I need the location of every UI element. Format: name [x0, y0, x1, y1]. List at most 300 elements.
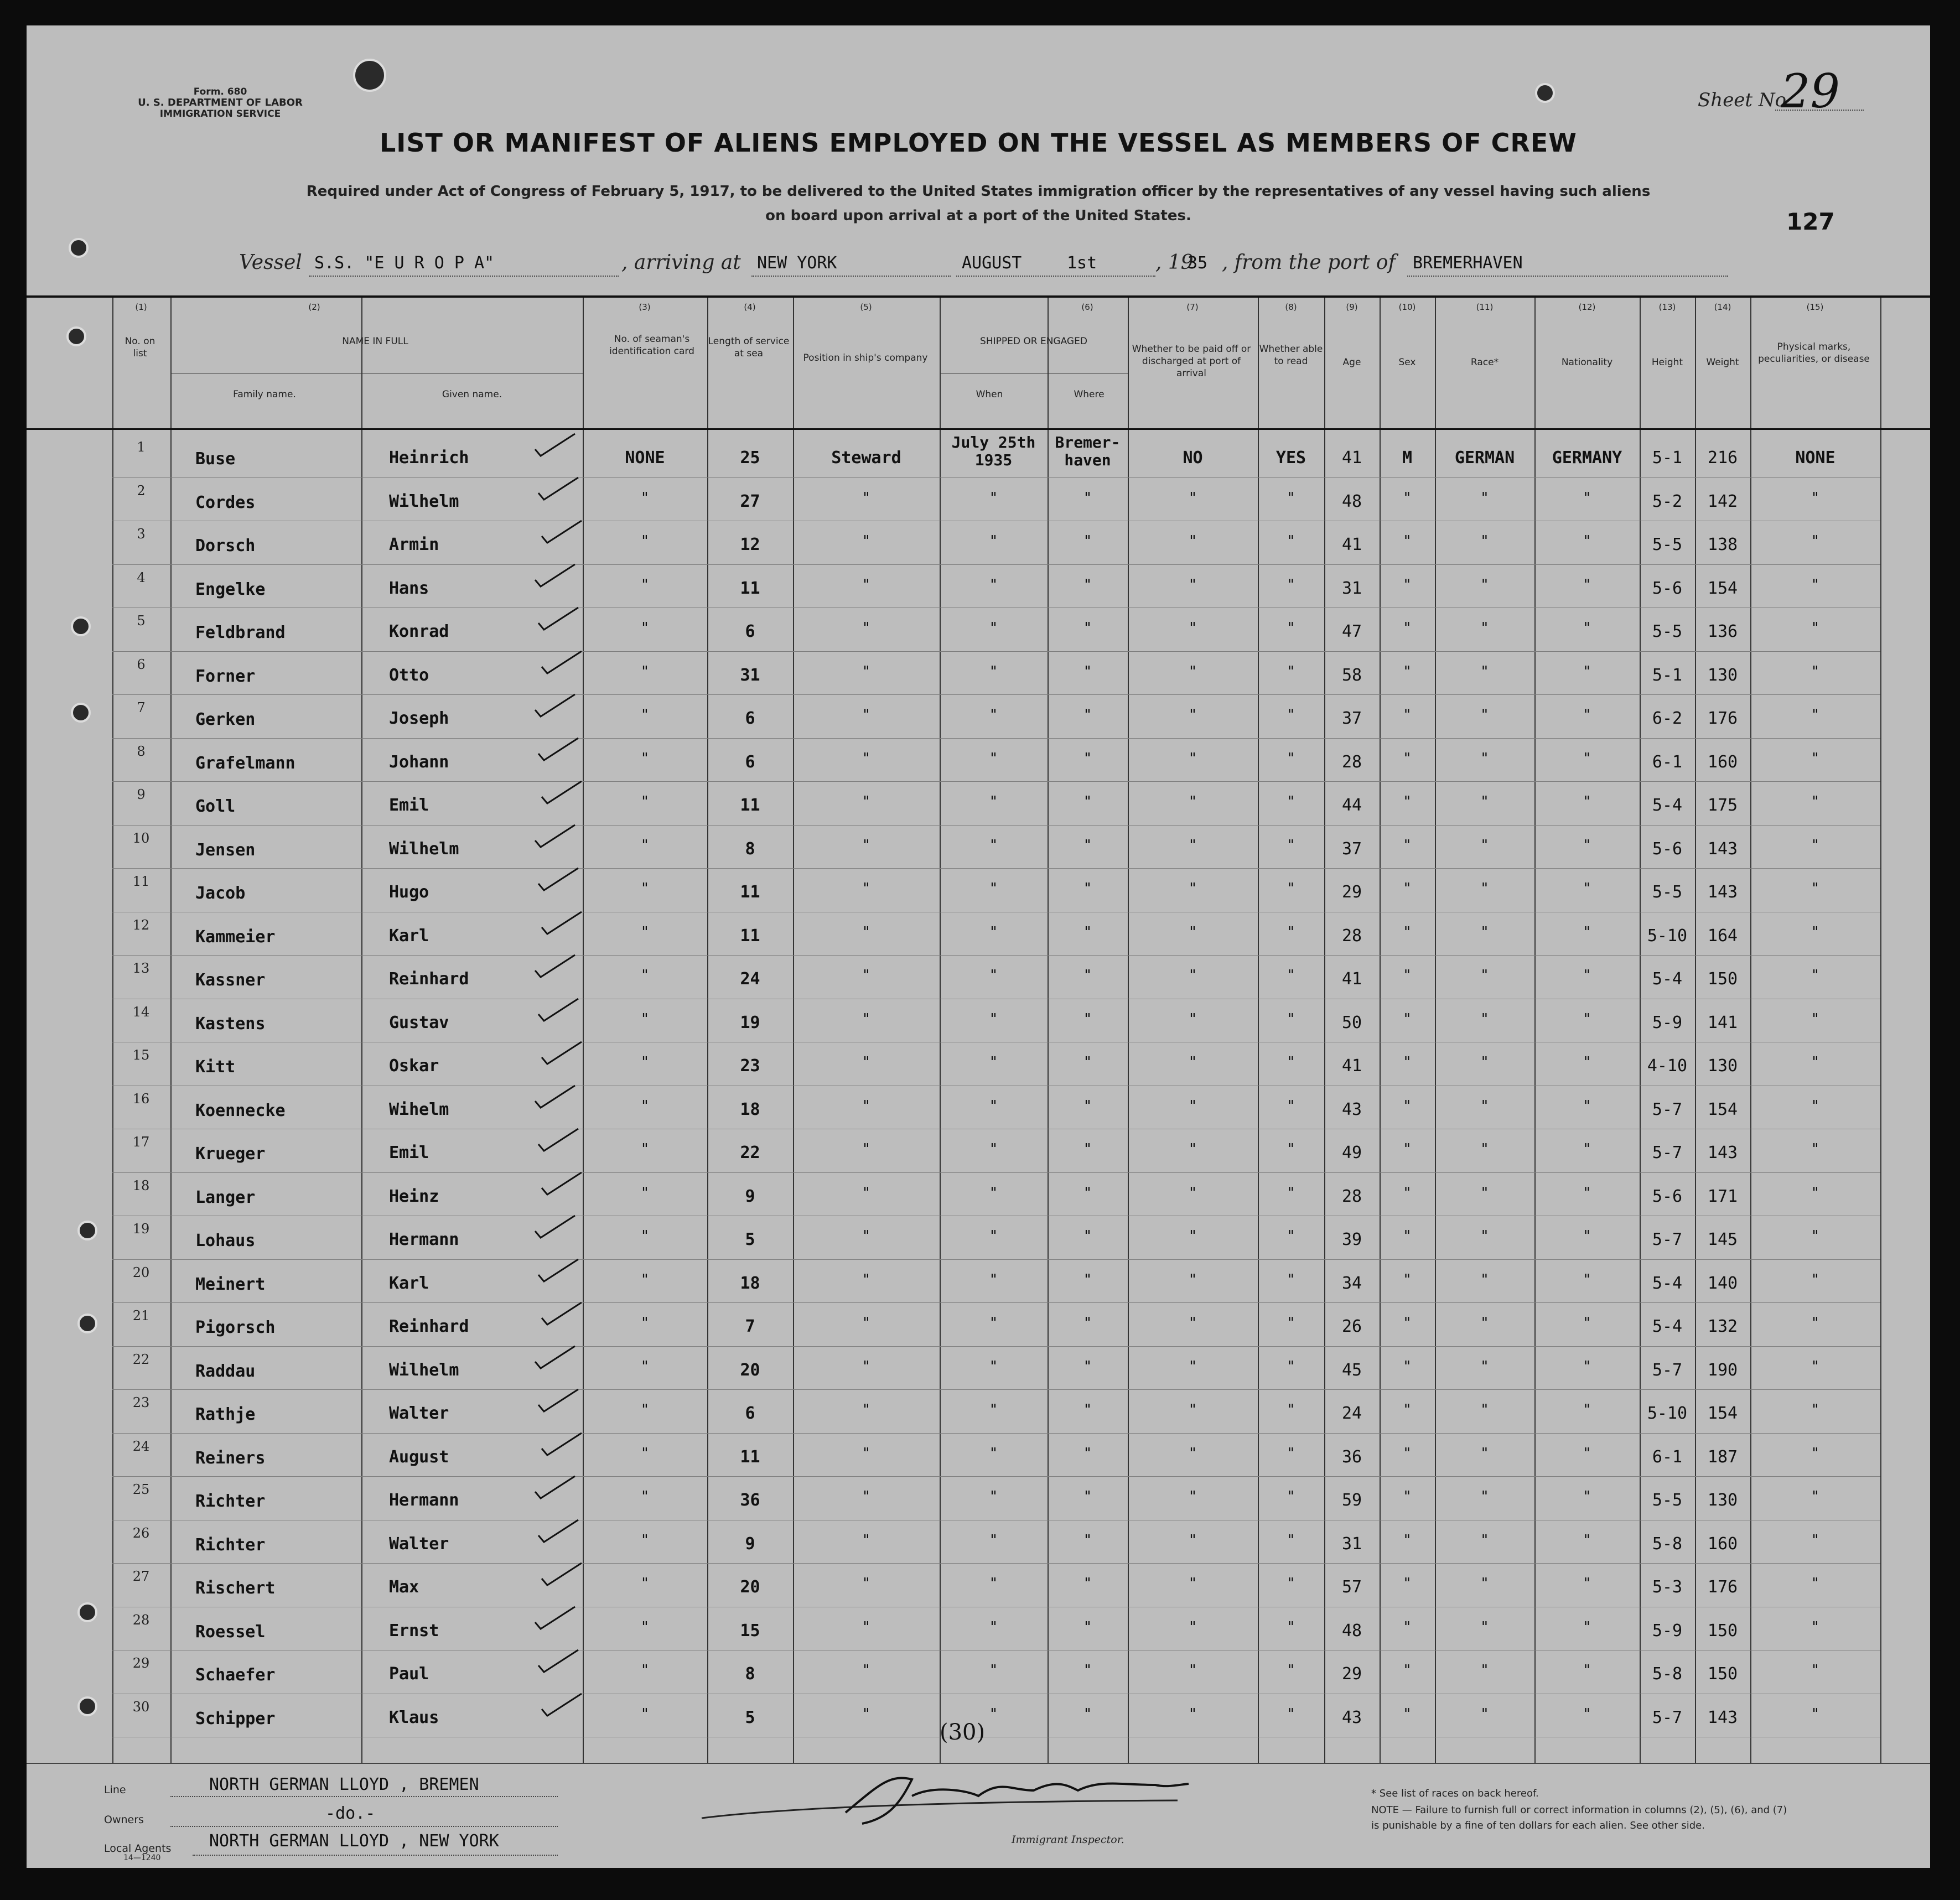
arrival-day: 1st	[1067, 253, 1097, 273]
given-name-cell: Wilhelm	[389, 491, 459, 511]
able-read-ditto-cell: "	[1287, 1358, 1295, 1375]
height-cell: 5-7	[1652, 1143, 1683, 1162]
paid-off-ditto-cell: "	[1188, 1532, 1197, 1549]
column-number: (4)	[744, 302, 756, 312]
id-card-ditto-cell: "	[640, 1575, 650, 1592]
nationality-ditto-cell: "	[1583, 707, 1591, 723]
physical-ditto-cell: "	[1811, 576, 1820, 593]
family-name-cell: Richter	[195, 1535, 266, 1555]
row-rule	[112, 477, 1880, 478]
row-rule	[112, 1563, 1880, 1564]
height-cell: 5-4	[1652, 969, 1683, 989]
paid-off-ditto-cell: "	[1188, 533, 1197, 549]
weight-cell: 150	[1707, 969, 1738, 989]
when-ditto-cell: "	[989, 880, 998, 897]
nationality-ditto-cell: "	[1583, 1705, 1591, 1722]
where-ditto-cell: "	[1083, 533, 1092, 549]
service-length-cell: 25	[740, 448, 760, 468]
family-name-cell: Grafelmann	[195, 753, 295, 773]
where-ditto-cell: "	[1083, 750, 1092, 767]
column-number: (14)	[1714, 302, 1731, 312]
header-age: Age	[1342, 357, 1361, 368]
service-length-cell: 31	[740, 665, 760, 685]
punch-hole	[66, 326, 86, 346]
physical-ditto-cell: "	[1811, 1315, 1820, 1331]
sex-ditto-cell: "	[1403, 1445, 1412, 1462]
when-ditto-cell: "	[989, 793, 998, 810]
check-mark-icon	[533, 692, 577, 720]
where-ditto-cell: "	[1083, 1010, 1092, 1027]
agents-dotline	[193, 1855, 558, 1856]
race-ditto-cell: "	[1480, 1662, 1489, 1679]
column-number: (6)	[1081, 302, 1093, 312]
nationality-ditto-cell: "	[1583, 533, 1591, 549]
service-length-cell: 5	[745, 1230, 755, 1249]
check-mark-icon	[536, 475, 580, 503]
where-ditto-cell: "	[1083, 489, 1092, 506]
where-ditto-cell: "	[1083, 1141, 1092, 1157]
weight-cell: 138	[1707, 535, 1738, 554]
when-ditto-cell: "	[989, 1488, 998, 1505]
weight-cell: 175	[1707, 796, 1738, 815]
given-name-cell: Walter	[389, 1534, 449, 1554]
where-ditto-cell: "	[1083, 1184, 1092, 1201]
row-number: 13	[132, 961, 150, 976]
punch-hole	[71, 703, 91, 723]
position-ditto-cell: "	[862, 1054, 871, 1071]
race-ditto-cell: "	[1480, 620, 1489, 636]
sex-ditto-cell: "	[1403, 1228, 1412, 1244]
sex-ditto-cell: "	[1403, 750, 1412, 767]
able-read-ditto-cell: "	[1287, 1705, 1295, 1722]
service-length-cell: 20	[740, 1360, 760, 1380]
row-rule	[112, 564, 1880, 565]
weight-cell: 154	[1707, 1099, 1738, 1119]
paid-off-ditto-cell: "	[1188, 1705, 1197, 1722]
service-length-cell: 6	[745, 1404, 755, 1423]
row-number: 1	[137, 439, 146, 455]
given-name-cell: Reinhard	[389, 1317, 469, 1336]
weight-cell: 187	[1707, 1447, 1738, 1467]
able-read-ditto-cell: "	[1287, 1618, 1295, 1636]
race-ditto-cell: "	[1480, 1010, 1489, 1027]
physical-ditto-cell: "	[1811, 837, 1820, 854]
sex-ditto-cell: "	[1403, 1705, 1412, 1722]
column-number: (9)	[1346, 302, 1358, 312]
age-cell: 58	[1341, 665, 1362, 685]
paid-off-ditto-cell: "	[1188, 1184, 1197, 1201]
row-number: 12	[132, 917, 150, 933]
age-cell: 43	[1341, 1707, 1362, 1727]
service-length-cell: 7	[745, 1317, 755, 1336]
service-name: IMMIGRATION SERVICE	[159, 108, 281, 120]
sex-cell: M	[1402, 448, 1413, 468]
age-cell: 36	[1341, 1447, 1362, 1467]
when-ditto-cell: "	[989, 620, 998, 636]
when-ditto-cell: "	[989, 533, 998, 549]
row-number: 25	[132, 1482, 150, 1497]
physical-ditto-cell: "	[1811, 1054, 1820, 1071]
check-mark-icon	[540, 1561, 584, 1588]
family-name-cell: Langer	[195, 1187, 256, 1207]
column-number: (2)	[308, 302, 320, 312]
age-cell: 28	[1341, 926, 1362, 946]
given-name-cell: Karl	[389, 1273, 429, 1293]
physical-ditto-cell: "	[1811, 967, 1820, 984]
position-ditto-cell: "	[862, 1488, 871, 1505]
where-ditto-cell: "	[1083, 576, 1092, 593]
paid-off-ditto-cell: "	[1188, 1662, 1197, 1679]
given-name-cell: Paul	[389, 1664, 429, 1684]
service-length-cell: 11	[740, 882, 760, 902]
row-number: 9	[137, 787, 146, 802]
position-ditto-cell: "	[862, 489, 871, 506]
check-mark-icon	[540, 1431, 584, 1458]
height-cell: 5-4	[1652, 1273, 1683, 1293]
check-mark-icon	[533, 953, 577, 980]
physical-ditto-cell: "	[1811, 1662, 1820, 1679]
weight-cell: 143	[1707, 1143, 1738, 1162]
check-mark-icon	[540, 910, 584, 937]
paid-off-ditto-cell: "	[1188, 707, 1197, 723]
height-cell: 5-6	[1652, 1186, 1683, 1206]
row-rule	[112, 694, 1880, 695]
sex-ditto-cell: "	[1403, 533, 1412, 549]
sex-ditto-cell: "	[1403, 1618, 1412, 1636]
race-ditto-cell: "	[1480, 707, 1489, 723]
where-ditto-cell: "	[1083, 663, 1092, 680]
row-rule	[112, 1172, 1880, 1173]
row-number: 16	[132, 1091, 150, 1107]
sex-ditto-cell: "	[1403, 967, 1412, 984]
position-ditto-cell: "	[862, 750, 871, 767]
column-divider	[170, 298, 172, 1763]
height-cell: 6-2	[1652, 709, 1683, 728]
able-read-ditto-cell: "	[1287, 837, 1295, 854]
age-cell: 48	[1341, 491, 1362, 511]
nationality-ditto-cell: "	[1583, 1271, 1591, 1288]
where-ditto-cell: "	[1083, 1271, 1092, 1288]
where-ditto-cell: "	[1083, 793, 1092, 810]
race-ditto-cell: "	[1480, 837, 1489, 854]
arrival-month: AUGUST	[962, 253, 1022, 273]
id-card-ditto-cell: "	[640, 1532, 650, 1549]
header-family-name: Family name.	[233, 389, 296, 400]
service-length-cell: 12	[740, 535, 760, 554]
check-mark-icon	[540, 649, 584, 677]
able-read-ditto-cell: "	[1287, 1010, 1295, 1027]
weight-cell: 141	[1707, 1013, 1738, 1032]
where-ditto-cell: "	[1083, 1488, 1092, 1505]
age-cell: 45	[1341, 1360, 1362, 1380]
check-mark-icon	[540, 1691, 584, 1719]
weight-cell: 142	[1707, 491, 1738, 511]
nationality-ditto-cell: "	[1583, 1401, 1591, 1418]
nationality-ditto-cell: "	[1583, 1228, 1591, 1244]
service-length-cell: 11	[740, 1447, 760, 1467]
position-ditto-cell: "	[862, 620, 871, 636]
race-ditto-cell: "	[1480, 793, 1489, 810]
family-name-cell: Rischert	[195, 1579, 276, 1598]
physical-ditto-cell: "	[1811, 1184, 1820, 1201]
family-name-cell: Buse	[195, 449, 236, 469]
owners-value: -do.-	[325, 1804, 376, 1823]
position-ditto-cell: "	[862, 967, 871, 984]
total-count: (30)	[940, 1720, 986, 1745]
family-name-cell: Gerken	[195, 710, 256, 729]
punch-hole	[1535, 83, 1555, 103]
height-cell: 5-7	[1652, 1707, 1683, 1727]
position-ditto-cell: "	[862, 1097, 871, 1114]
height-cell: 4-10	[1647, 1056, 1688, 1076]
weight-cell: 143	[1707, 882, 1738, 902]
where-ditto-cell: "	[1083, 1315, 1092, 1331]
where-ditto-cell: "	[1083, 967, 1092, 984]
sheet-label: Sheet No.	[1698, 89, 1792, 111]
line-label: Line	[104, 1784, 126, 1796]
given-name-cell: Hermann	[389, 1491, 459, 1510]
check-mark-icon	[536, 1648, 580, 1675]
port-dotline	[751, 276, 951, 277]
able-read-cell: YES	[1275, 448, 1306, 468]
arriving-label: , arriving at	[621, 251, 741, 274]
physical-ditto-cell: "	[1811, 1228, 1820, 1244]
arrival-port: NEW YORK	[757, 253, 837, 273]
sex-ditto-cell: "	[1403, 489, 1412, 506]
weight-cell: 132	[1707, 1317, 1738, 1336]
family-name-cell: Rathje	[195, 1405, 256, 1424]
physical-ditto-cell: "	[1811, 750, 1820, 767]
service-length-cell: 9	[745, 1534, 755, 1554]
able-read-ditto-cell: "	[1287, 1401, 1295, 1418]
family-name-cell: Engelke	[195, 579, 266, 599]
weight-cell: 171	[1707, 1186, 1738, 1206]
id-card-ditto-cell: "	[640, 1010, 650, 1027]
row-number: 18	[132, 1177, 150, 1193]
when-ditto-cell: "	[989, 967, 998, 984]
nationality-ditto-cell: "	[1583, 1445, 1591, 1462]
given-name-cell: Walter	[389, 1404, 449, 1423]
page-subtitle	[270, 179, 1687, 228]
check-mark-icon	[533, 562, 577, 590]
row-number: 19	[132, 1221, 150, 1237]
sex-ditto-cell: "	[1403, 1488, 1412, 1505]
able-read-ditto-cell: "	[1287, 1575, 1295, 1592]
where-ditto-cell: "	[1083, 620, 1092, 636]
family-name-cell: Richter	[195, 1492, 266, 1511]
paid-off-ditto-cell: "	[1188, 1358, 1197, 1375]
check-mark-icon	[533, 823, 577, 850]
check-mark-icon	[536, 1257, 580, 1285]
service-length-cell: 9	[745, 1186, 755, 1206]
weight-cell: 150	[1707, 1621, 1738, 1641]
service-length-cell: 11	[740, 926, 760, 946]
height-cell: 5-10	[1647, 1404, 1688, 1423]
where-ditto-cell: "	[1083, 1401, 1092, 1418]
given-name-cell: August	[389, 1447, 449, 1467]
height-cell: 6-1	[1652, 752, 1683, 772]
given-name-cell: Emil	[389, 1143, 429, 1162]
paid-off-ditto-cell: "	[1188, 576, 1197, 593]
id-card-ditto-cell: "	[640, 620, 650, 636]
check-mark-icon	[533, 1605, 577, 1632]
id-card-ditto-cell: "	[640, 793, 650, 810]
column-number: (13)	[1658, 302, 1676, 312]
given-name-cell: Hans	[389, 578, 429, 598]
punch-hole	[71, 616, 91, 636]
punch-hole	[77, 1602, 97, 1622]
sex-ditto-cell: "	[1403, 1010, 1412, 1027]
weight-cell: 164	[1707, 926, 1738, 946]
paid-off-ditto-cell: "	[1188, 489, 1197, 506]
position-ditto-cell: "	[862, 1184, 871, 1201]
family-name-cell: Kammeier	[195, 927, 276, 947]
able-read-ditto-cell: "	[1287, 1271, 1295, 1288]
race-ditto-cell: "	[1480, 533, 1489, 549]
id-card-ditto-cell: "	[640, 923, 650, 941]
check-mark-icon	[536, 1518, 580, 1545]
where-ditto-cell: "	[1083, 837, 1092, 854]
row-number: 11	[132, 874, 150, 889]
header-bottom-rule	[27, 428, 1930, 430]
given-name-cell: Wilhelm	[389, 1360, 459, 1380]
height-cell: 5-1	[1652, 665, 1683, 685]
race-ditto-cell: "	[1480, 1705, 1489, 1722]
race-ditto-cell: "	[1480, 1488, 1489, 1505]
height-cell: 5-2	[1652, 491, 1683, 511]
service-length-cell: 15	[740, 1621, 760, 1641]
sex-ditto-cell: "	[1403, 1097, 1412, 1114]
paid-off-ditto-cell: "	[1188, 1618, 1197, 1636]
from-port: BREMERHAVEN	[1413, 253, 1523, 273]
paid-off-ditto-cell: "	[1188, 620, 1197, 636]
header-shipped: SHIPPED OR ENGAGED	[980, 336, 1087, 347]
id-card-ditto-cell: "	[640, 1228, 650, 1244]
column-number: (15)	[1806, 302, 1824, 312]
when-ditto-cell: "	[989, 837, 998, 854]
age-cell: 48	[1341, 1621, 1362, 1641]
physical-ditto-cell: "	[1811, 707, 1820, 723]
able-read-ditto-cell: "	[1287, 1662, 1295, 1679]
position-ditto-cell: "	[862, 1575, 871, 1592]
able-read-ditto-cell: "	[1287, 967, 1295, 984]
header-name-in-full: NAME IN FULL	[342, 336, 408, 347]
row-rule	[112, 825, 1880, 826]
position-ditto-cell: "	[862, 1010, 871, 1027]
service-length-cell: 6	[745, 752, 755, 772]
race-ditto-cell: "	[1480, 1445, 1489, 1462]
nationality-ditto-cell: "	[1583, 1184, 1591, 1201]
check-mark-icon	[536, 1126, 580, 1154]
height-cell: 5-1	[1652, 448, 1683, 468]
when-ditto-cell: "	[989, 707, 998, 723]
height-cell: 5-10	[1647, 926, 1688, 946]
row-number: 4	[137, 569, 146, 585]
where-ditto-cell: "	[1083, 1532, 1092, 1549]
header-when: When	[976, 389, 1003, 400]
sex-ditto-cell: "	[1403, 1054, 1412, 1071]
when-ditto-cell: "	[989, 1054, 998, 1071]
service-length-cell: 19	[740, 1013, 760, 1032]
age-cell: 26	[1341, 1317, 1362, 1336]
subtitle-line-2: on board upon arrival at a port of the United States.	[765, 207, 1191, 224]
position-ditto-cell: "	[862, 707, 871, 723]
row-rule	[112, 651, 1880, 652]
check-mark-icon	[540, 1040, 584, 1067]
sex-ditto-cell: "	[1403, 576, 1412, 593]
weight-cell: 216	[1707, 448, 1738, 468]
row-rule	[112, 1346, 1880, 1347]
given-name-cell: Karl	[389, 926, 429, 946]
able-read-ditto-cell: "	[1287, 750, 1295, 767]
weight-cell: 140	[1707, 1273, 1738, 1293]
height-cell: 5-7	[1652, 1360, 1683, 1380]
position-ditto-cell: "	[862, 1401, 871, 1418]
physical-ditto-cell: "	[1811, 923, 1820, 941]
weight-cell: 130	[1707, 665, 1738, 685]
position-ditto-cell: "	[862, 837, 871, 854]
race-ditto-cell: "	[1480, 1401, 1489, 1418]
when-ditto-cell: "	[989, 750, 998, 767]
family-name-cell: Lohaus	[195, 1231, 256, 1250]
column-number: (3)	[639, 302, 651, 312]
age-cell: 50	[1341, 1013, 1362, 1032]
family-name-cell: Raddau	[195, 1361, 256, 1381]
sex-ditto-cell: "	[1403, 1315, 1412, 1331]
check-mark-icon	[540, 518, 584, 546]
paid-off-ditto-cell: "	[1188, 1575, 1197, 1592]
family-name-cell: Dorsch	[195, 536, 256, 556]
id-card-ditto-cell: "	[640, 750, 650, 767]
nationality-ditto-cell: "	[1583, 1488, 1591, 1505]
able-read-ditto-cell: "	[1287, 1054, 1295, 1071]
sex-ditto-cell: "	[1403, 1184, 1412, 1201]
sex-ditto-cell: "	[1403, 620, 1412, 636]
race-ditto-cell: "	[1480, 1228, 1489, 1244]
paid-off-ditto-cell: "	[1188, 1401, 1197, 1418]
when-ditto-cell: "	[989, 1532, 998, 1549]
given-name-cell: Reinhard	[389, 969, 469, 989]
family-name-cell: Schipper	[195, 1709, 276, 1728]
paid-off-ditto-cell: "	[1188, 1488, 1197, 1505]
race-ditto-cell: "	[1480, 880, 1489, 897]
given-name-cell: Wilhelm	[389, 839, 459, 859]
line-value: NORTH GERMAN LLOYD , BREMEN	[209, 1775, 479, 1794]
given-name-cell: Johann	[389, 752, 449, 772]
weight-cell: 143	[1707, 1707, 1738, 1727]
header-length-service: Length of service at sea	[708, 336, 790, 359]
race-ditto-cell: "	[1480, 1141, 1489, 1157]
given-name-cell: Ernst	[389, 1621, 439, 1641]
weight-cell: 143	[1707, 839, 1738, 859]
id-card-ditto-cell: "	[640, 1271, 650, 1288]
when-ditto-cell: "	[989, 1662, 998, 1679]
row-rule	[112, 1302, 1880, 1303]
race-ditto-cell: "	[1480, 1054, 1489, 1071]
sex-ditto-cell: "	[1403, 1141, 1412, 1157]
where-ditto-cell: "	[1083, 1054, 1092, 1071]
race-ditto-cell: "	[1480, 1097, 1489, 1114]
header-sex: Sex	[1398, 357, 1416, 368]
sex-ditto-cell: "	[1403, 793, 1412, 810]
print-code: 14—1240	[123, 1854, 161, 1862]
service-length-cell: 5	[745, 1707, 755, 1727]
punch-hole	[77, 1314, 97, 1333]
row-rule	[112, 1476, 1880, 1477]
family-name-cell: Reiners	[195, 1448, 266, 1468]
given-name-cell: Oskar	[389, 1056, 439, 1076]
family-name-cell: Kassner	[195, 970, 266, 990]
